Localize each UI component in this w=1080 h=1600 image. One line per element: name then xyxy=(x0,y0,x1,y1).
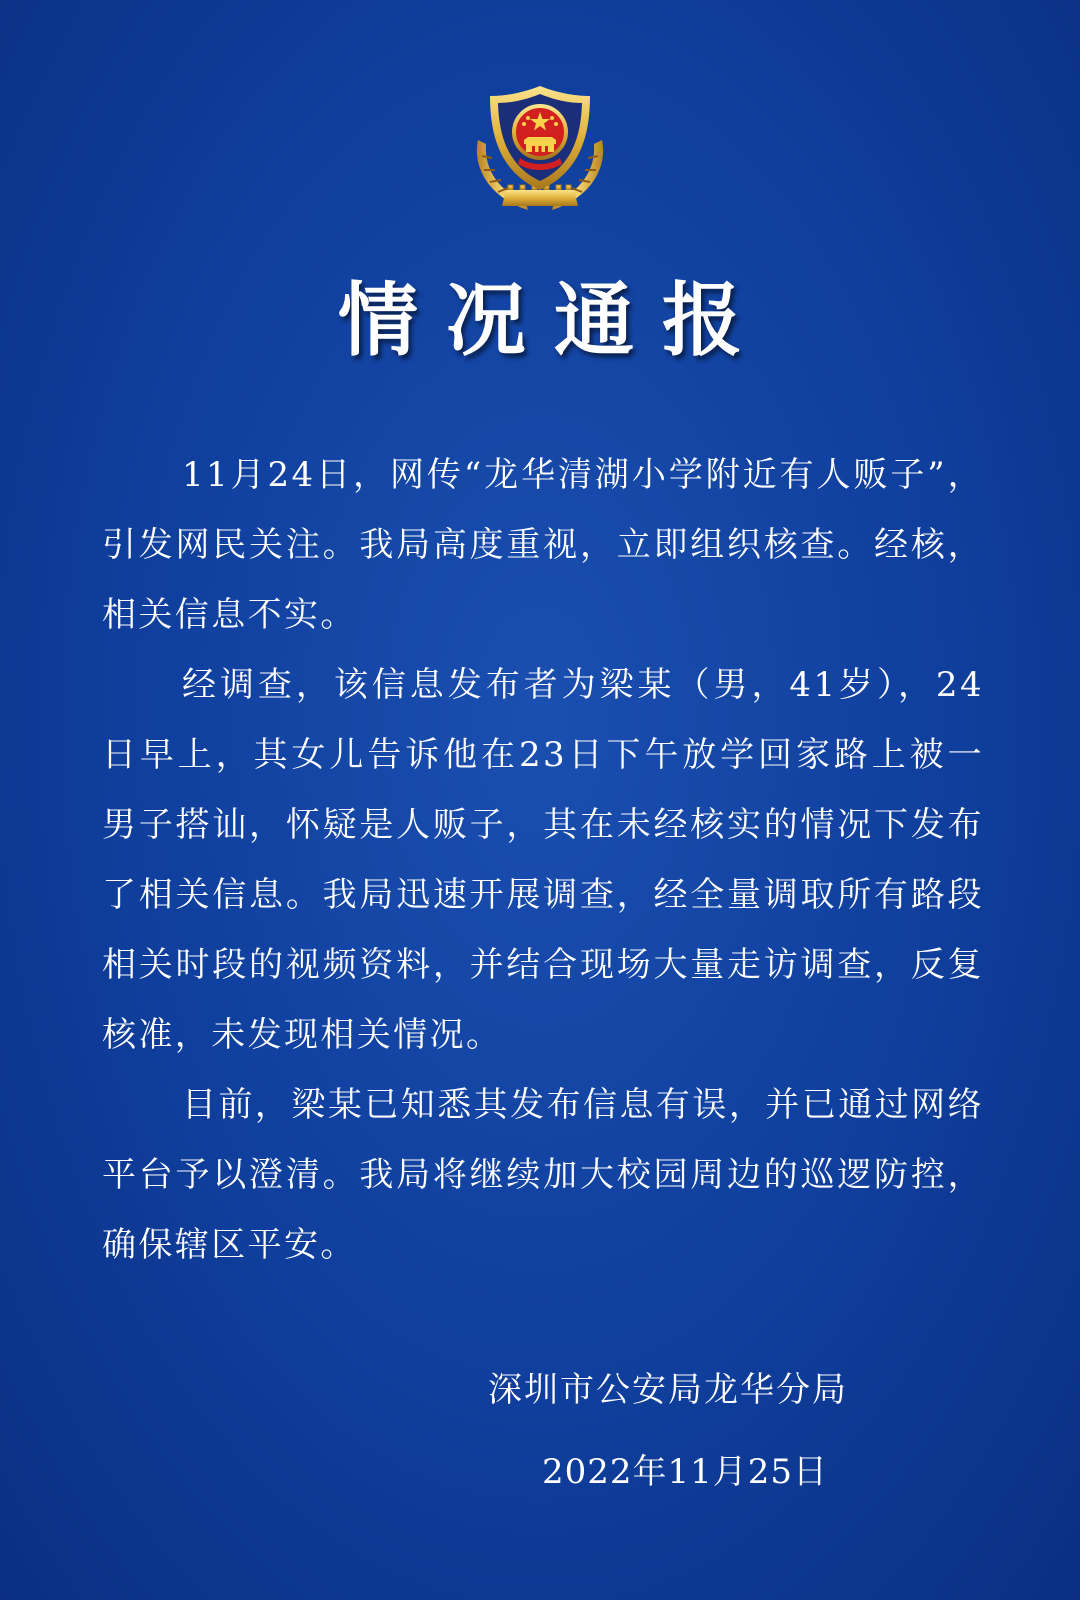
issuer-name: 深圳市公安局龙华分局 xyxy=(488,1370,848,1410)
notice-title: 情况通报 xyxy=(338,273,770,367)
notice-paragraph-2: 经调查，该信息发布者为梁某（男，41岁），24日早上，其女儿告诉他在23日下午放学回家路上被一男子搭讪，怀疑是人贩子，其在未经核实的情况下发布了相关信息。我局迅速开展调查，经全量调取所有路段相关时段的视频资料，并结合现场大量走访调查，反复核准，未发现相关情况。 xyxy=(102,665,984,1055)
notice-paragraph-1: 11月24日，网传“龙华清湖小学附近有人贩子”，引发网民关注。我局高度重视，立即组织核查。经核，相关信息不实。 xyxy=(102,455,984,635)
issue-date: 2022年11月25日 xyxy=(542,1452,829,1492)
police-emblem-icon xyxy=(468,82,612,222)
notice-body xyxy=(102,440,984,1280)
notice-paragraph-3: 目前，梁某已知悉其发布信息有误，并已通过网络平台予以澄清。我局将继续加大校园周边的巡逻防控，确保辖区平安。 xyxy=(102,1085,984,1265)
